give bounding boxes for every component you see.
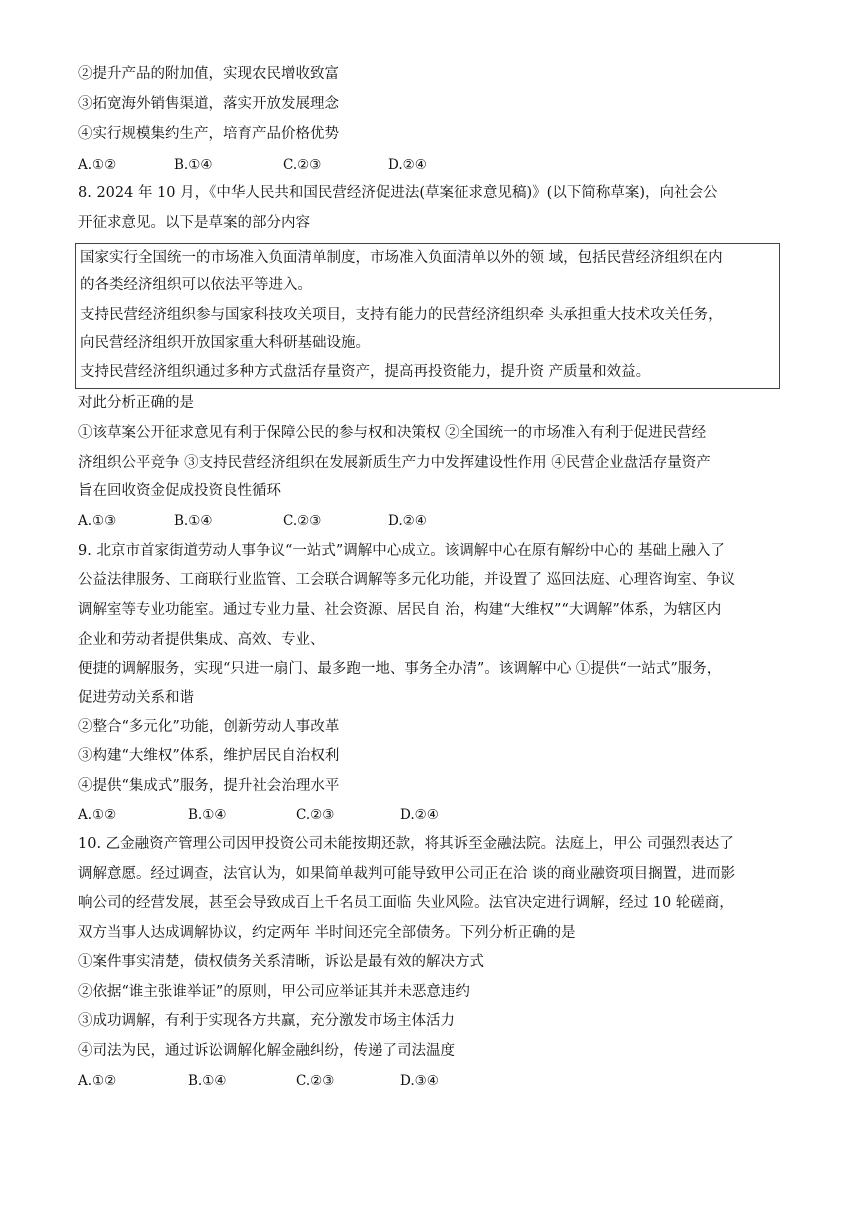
q9-stem-line-4: 企业和劳动者提供集成、高效、专业、 <box>78 632 325 648</box>
q10-option-2: ②依据“谁主张谁举证”的原则，甲公司应举证其并未恶意违约 <box>78 984 470 1000</box>
q8-options-line-2: 济组织公平竞争 ③支持民营经济组织在发展新质生产力中发挥建设性作用 ④民营企业盘活存量资产 <box>78 455 711 471</box>
q8-choice-c: C.②③ <box>283 513 322 529</box>
q7-choice-d: D.②④ <box>388 157 427 173</box>
q9-stem-line-6: 促进劳动关系和谐 <box>78 690 194 706</box>
q9-choice-d: D.②④ <box>400 807 439 823</box>
q7-choice-a: A.①② <box>78 157 117 173</box>
q8-choice-a: A.①③ <box>78 513 117 529</box>
q8-options-line-1: ①该草案公开征求意见有利于保障公民的参与权和决策权 ②全国统一的市场准入有利于促进民营经 <box>78 425 707 441</box>
q7-option-4: ④实行规模集约生产，培育产品价格优势 <box>78 126 339 142</box>
q8-choice-b: B.①④ <box>174 513 213 529</box>
q10-stem-line-1: 10. 乙金融资产管理公司因甲投资公司未能按期还款，将其诉至金融法院。法庭上，甲公 司强烈表达了 <box>78 836 734 852</box>
q7-choice-c: C.②③ <box>283 157 322 173</box>
q9-choice-a: A.①② <box>78 807 117 823</box>
q8-stem-line-1: 8. 2024 年 10 月，《中华人民共和国民营经济促进法(草案征求意见稿)》(以下简称草案)，向社会公 <box>78 185 718 201</box>
q8-box-line-2: 的各类经济组织可以依法平等进入。 <box>80 277 312 293</box>
q9-stem-line-3: 调解室等专业功能室。通过专业力量、社会资源、居民自 治，构建“大维权”“大调解”体系，为辖区内 <box>78 602 722 618</box>
q7-option-3: ③拓宽海外销售渠道，落实开放发展理念 <box>78 96 339 112</box>
q8-excerpt-box <box>75 243 780 389</box>
q7-option-2: ②提升产品的附加值，实现农民增收致富 <box>78 66 339 82</box>
q9-choice-c: C.②③ <box>296 807 335 823</box>
q10-choice-b: B.①④ <box>188 1073 227 1089</box>
q10-option-3: ③成功调解，有利于实现各方共赢，充分激发市场主体活力 <box>78 1013 455 1029</box>
q10-choice-a: A.①② <box>78 1073 117 1089</box>
q10-stem-line-4: 双方当事人达成调解协议，约定两年 半时间还完全部债务。下列分析正确的是 <box>78 925 576 941</box>
q9-choice-b: B.①④ <box>188 807 227 823</box>
q9-stem-line-2: 公益法律服务、工商联行业监管、工会联合调解等多元化功能，并设置了 巡回法庭、心理咨询室、争议 <box>78 572 736 588</box>
q8-stem-line-2: 开征求意见。以下是草案的部分内容 <box>78 215 310 231</box>
q10-stem-line-3: 响公司的经营发展，甚至会导致成百上千名员工面临 失业风险。法官决定进行调解，经过 10 轮磋商， <box>78 895 734 911</box>
q7-choice-b: B.①④ <box>174 157 213 173</box>
q9-stem-line-5: 便捷的调解服务，实现“只进一扇门、最多跑一地、事务全办清”。该调解中心 ①提供“一站式”服务， <box>78 661 722 677</box>
q10-option-1: ①案件事实清楚，债权债务关系清晰，诉讼是最有效的解决方式 <box>78 954 484 970</box>
q9-option-2: ②整合“多元化”功能，创新劳动人事改革 <box>78 719 340 735</box>
q8-box-line-3: 支持民营经济组织参与国家科技攻关项目，支持有能力的民营经济组织牵 头承担重大技术攻关任务， <box>80 307 723 323</box>
q8-choice-d: D.②④ <box>388 513 427 529</box>
q8-box-line-5: 支持民营经济组织通过多种方式盘活存量资产，提高再投资能力，提升资 产质量和效益。 <box>80 364 651 380</box>
q10-choice-d: D.③④ <box>400 1073 439 1089</box>
q8-options-line-3: 旨在回收资金促成投资良性循环 <box>78 483 281 499</box>
q10-option-4: ④司法为民，通过诉讼调解化解金融纠纷，传递了司法温度 <box>78 1043 455 1059</box>
q8-prompt: 对此分析正确的是 <box>78 395 194 411</box>
q10-choice-c: C.②③ <box>296 1073 335 1089</box>
q9-option-4: ④提供“集成式”服务，提升社会治理水平 <box>78 778 340 794</box>
q8-box-line-1: 国家实行全国统一的市场准入负面清单制度，市场准入负面清单以外的领 域，包括民营经济组织在内 <box>80 250 723 266</box>
q8-box-line-4: 向民营经济组织开放国家重大科研基础设施。 <box>80 335 370 351</box>
q9-stem-line-1: 9. 北京市首家街道劳动人事争议“一站式”调解中心成立。该调解中心在原有解纷中心的 基础上融入了 <box>78 543 725 559</box>
q10-stem-line-2: 调解意愿。经过调查，法官认为，如果简单裁判可能导致甲公司正在洽 谈的商业融资项目搁置，进而影 <box>78 866 736 882</box>
q9-option-3: ③构建“大维权”体系，维护居民自治权利 <box>78 748 340 764</box>
